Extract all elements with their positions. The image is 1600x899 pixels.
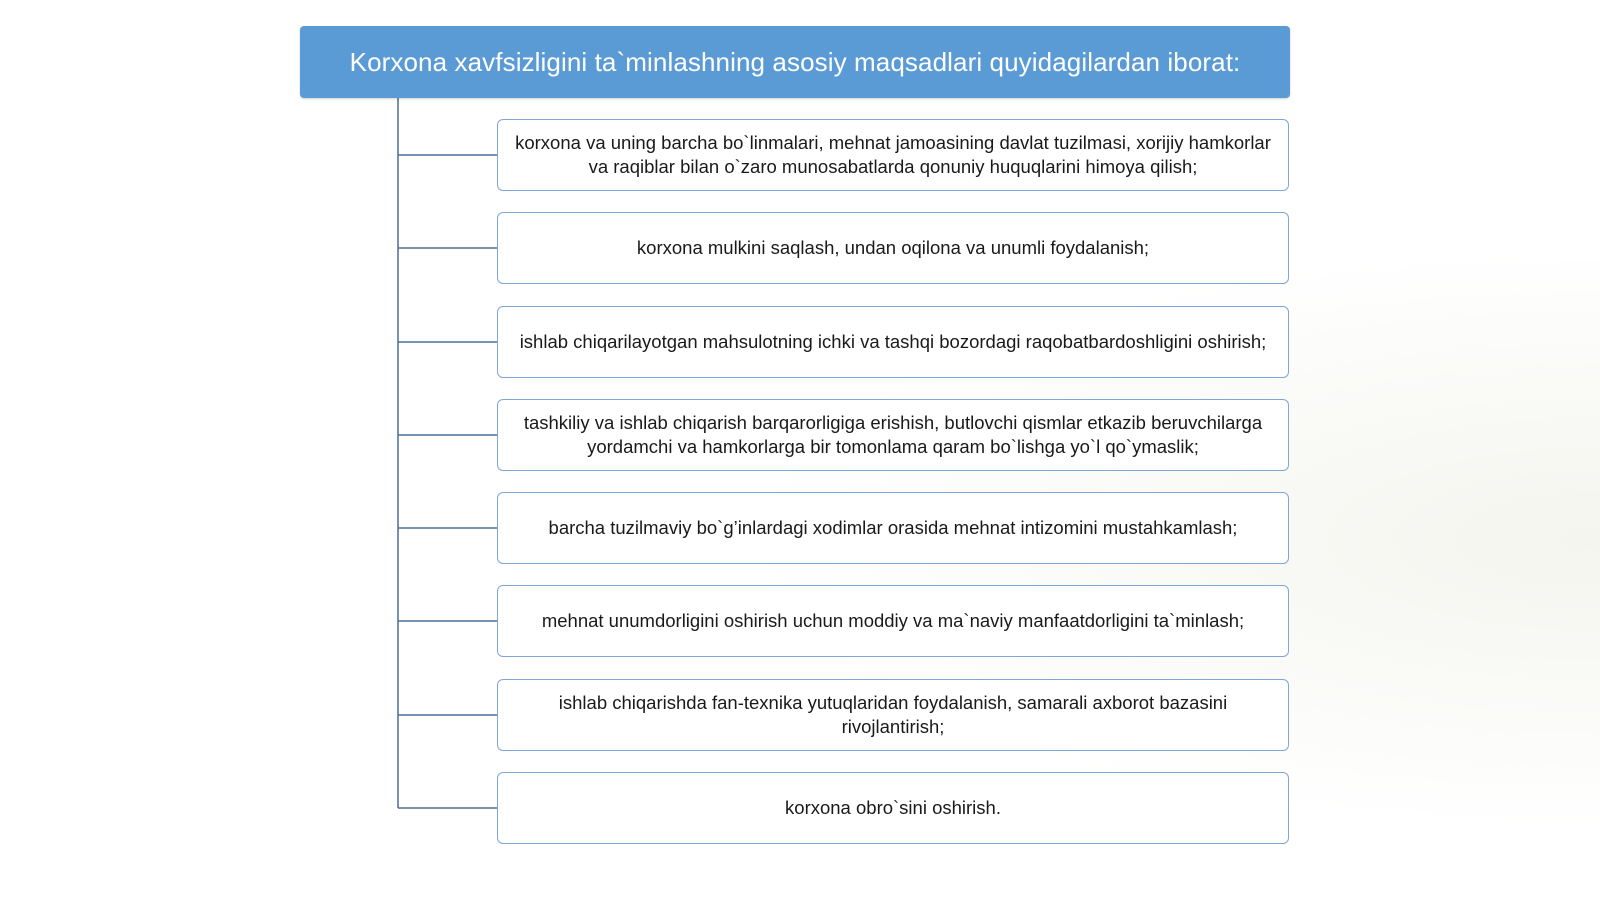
goal-box-8 — [497, 772, 1289, 844]
goal-box-4 — [497, 399, 1289, 471]
goal-text: korxona va uning barcha bo`linmalari, mehnat jamoasining davlat tuzilmasi, xorijiy hamkorlar va raqiblar bilan o`zaro munosabatlarda qonuniy huquqlarini himoya qilish; — [515, 132, 1271, 177]
goal-box-7 — [497, 679, 1289, 751]
goal-text: barcha tuzilmaviy bo`g’inlardagi xodimlar orasida mehnat intizomini mustahkamlash; — [548, 517, 1238, 538]
goal-box-5 — [497, 492, 1289, 564]
goal-box-2 — [497, 212, 1289, 284]
header-box — [300, 26, 1290, 98]
goal-text: ishlab chiqarilayotgan mahsulotning ichki va tashqi bozordagi raqobatbardoshligini oshirish; — [519, 331, 1267, 352]
goal-text: tashkiliy va ishlab chiqarish barqarorligiga erishish, butlovchi qismlar etkazib beruvchilarga yordamchi va hamkorlarga bir tomonlama qaram bo`lishga yo`l qo`ymaslik; — [523, 412, 1263, 457]
header-title: Korxona xavfsizligini ta`minlashning asosiy maqsadlari quyidagilardan iborat: — [349, 46, 1241, 77]
goal-box-3 — [497, 306, 1289, 378]
goal-text: korxona mulkini saqlash, undan oqilona va unumli foydalanish; — [636, 237, 1150, 258]
goal-box-6 — [497, 585, 1289, 657]
goal-text: korxona obro`sini oshirish. — [785, 797, 1001, 818]
goal-text: mehnat unumdorligini oshirish uchun moddiy va ma`naviy manfaatdorligini ta`minlash; — [541, 610, 1245, 631]
goal-text: ishlab chiqarishda fan-texnika yutuqlaridan foydalanish, samarali axborot bazasini rivojlantirish; — [558, 692, 1228, 737]
goal-box-1 — [497, 119, 1289, 191]
